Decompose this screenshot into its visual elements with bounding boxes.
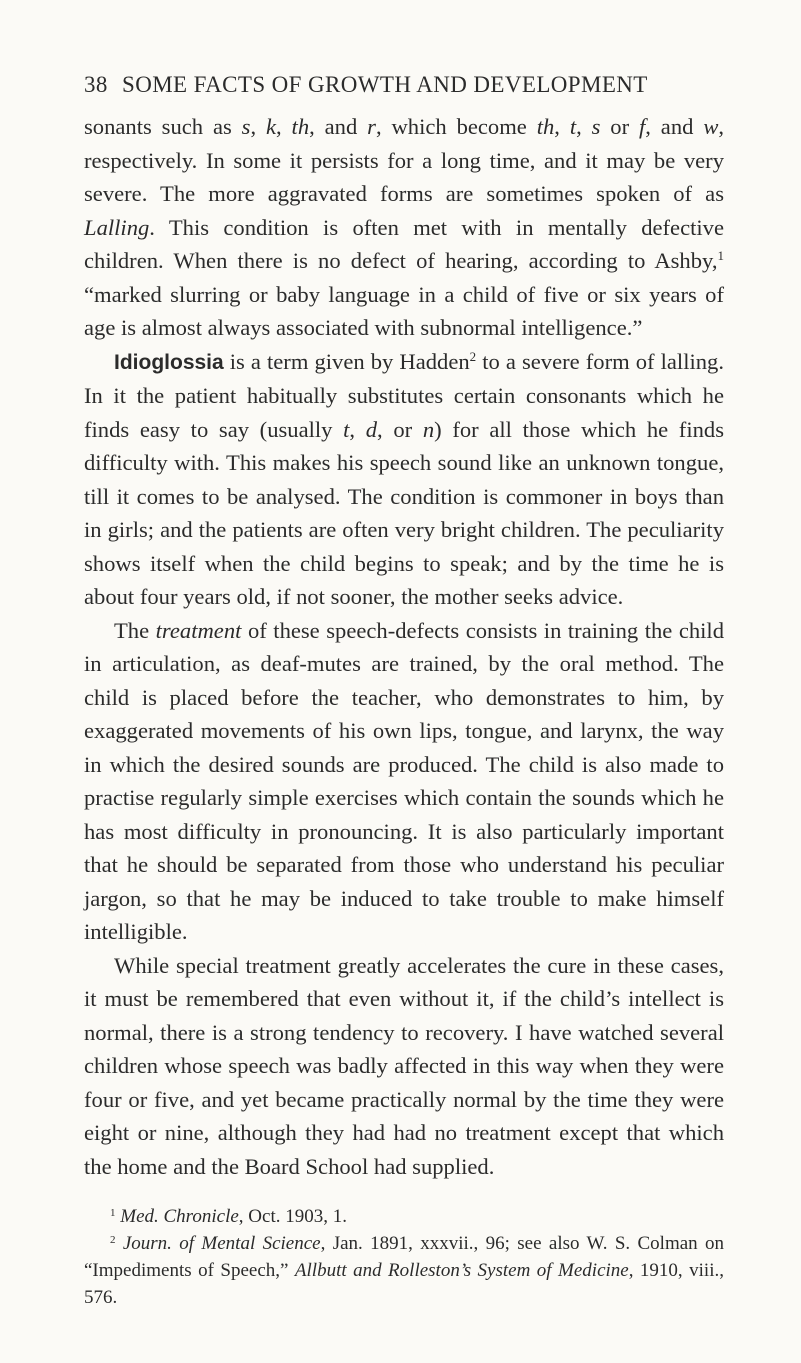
text-run: ,	[349, 416, 366, 442]
running-header	[84, 72, 724, 98]
paragraph-recovery	[84, 949, 724, 1184]
footnote-mark: 1	[110, 1207, 116, 1219]
italic-run: r	[367, 114, 376, 139]
italic-run: n	[422, 416, 435, 442]
italic-run: k	[265, 114, 277, 139]
paragraph-treatment	[84, 614, 724, 949]
text-run: or	[600, 114, 639, 139]
text-run: , Jan. 1891, xxxvii., 96; see also W. S. Colman on “Impediments of Speech,”	[84, 1233, 725, 1281]
text-run: sonants such as	[84, 114, 242, 139]
italic-run: f	[639, 114, 646, 139]
text-run: , respectively. In some it persists for a long time, and it may be very severe. The more aggravated forms are sometimes spoken of as	[84, 114, 725, 206]
text-run: , and	[309, 114, 368, 139]
footnote-mark: 2	[110, 1234, 116, 1246]
italic-run: s	[241, 114, 251, 139]
italic-run: Lalling	[84, 214, 150, 240]
text-run: , and	[645, 114, 704, 139]
text-run: , or	[377, 416, 423, 442]
text-run: . This condition is often met with in mentally defective children. When there is no defect of hearing, according to Ashby,	[84, 214, 724, 273]
text-run: , Oct. 1903, 1.	[238, 1206, 347, 1227]
footnote-1	[84, 1203, 724, 1230]
paragraph-idioglossia	[84, 345, 724, 614]
italic-run: t	[569, 114, 577, 139]
italic-run: treatment	[155, 617, 242, 643]
text-run: The	[114, 617, 156, 643]
footnote-2	[84, 1230, 724, 1311]
italic-run: th	[536, 114, 555, 139]
text-run: ,	[250, 114, 266, 139]
footnote-ref[interactable]: 1	[717, 248, 724, 263]
text-run: ,	[576, 114, 592, 139]
italic-run: s	[591, 114, 601, 139]
footnotes	[84, 1203, 724, 1311]
text-run: of these speech-defects consists in training the child in articulation, as deaf-mutes are trained, by the oral method. The child is placed before the teacher, who demonstrates to him, by exaggerated movements of his own lips, tongue, and larynx, the way in which the desired sounds are produced. The child is also made to practise regularly simple exercises which contain the sounds which he has most difficulty in pronouncing. It is also particularly important that he should be separated from those who understand his peculiar jargon, so that he may be induced to take trouble to make himself intelligible.	[84, 617, 724, 944]
body-text	[84, 110, 724, 1183]
text-run: ,	[276, 114, 292, 139]
italic-run: t	[343, 416, 350, 442]
italic-run: Journ. of Mental Science	[122, 1233, 321, 1254]
text-run: “marked slurring or baby language in a child of five or six years of age is almost always associated with subnormal intelligence.”	[84, 281, 724, 340]
text-run: is a term given by Hadden	[223, 348, 470, 374]
page-number: 38	[84, 72, 108, 97]
text-run: While special treatment greatly accelerates the cure in these cases, it must be remembered that even without it, if the child’s intellect is normal, there is a strong tendency to recovery. I have watched several children whose speech was badly affected in this way when they were four or five, and yet became practically normal by the time they were eight or nine, although they had had no treatment except that which the home and the Board School had supplied.	[84, 952, 724, 1179]
footnote-ref[interactable]: 2	[469, 348, 477, 364]
text-run: , which become	[375, 114, 537, 139]
term-heading: Idioglossia	[114, 350, 224, 374]
italic-run: Med. Chronicle	[120, 1206, 239, 1227]
italic-run: w	[703, 114, 719, 139]
italic-run: d	[365, 416, 378, 442]
italic-run: th	[291, 114, 310, 139]
text-run: , 1910, viii., 576.	[84, 1260, 724, 1308]
paragraph-continuation	[84, 110, 724, 345]
italic-run: Allbutt and Rolleston’s System of Medicine	[294, 1260, 629, 1281]
running-title: SOME FACTS OF GROWTH AND DEVELOPMENT	[122, 72, 648, 97]
text-run: ,	[554, 114, 570, 139]
text-run: ) for all those which he finds difficulty with. This makes his speech sound like an unknown tongue, till it comes to be analysed. The condition is commoner in boys than in girls; and the patients are often very bright children. The peculiarity shows itself when the child begins to speak; and by the time he is about four years old, if not sooner, the mother seeks advice.	[84, 416, 724, 609]
text-run: to a severe form of lalling. In it the patient habitually substitutes certain consonants which he finds easy to say (usually	[84, 348, 725, 442]
